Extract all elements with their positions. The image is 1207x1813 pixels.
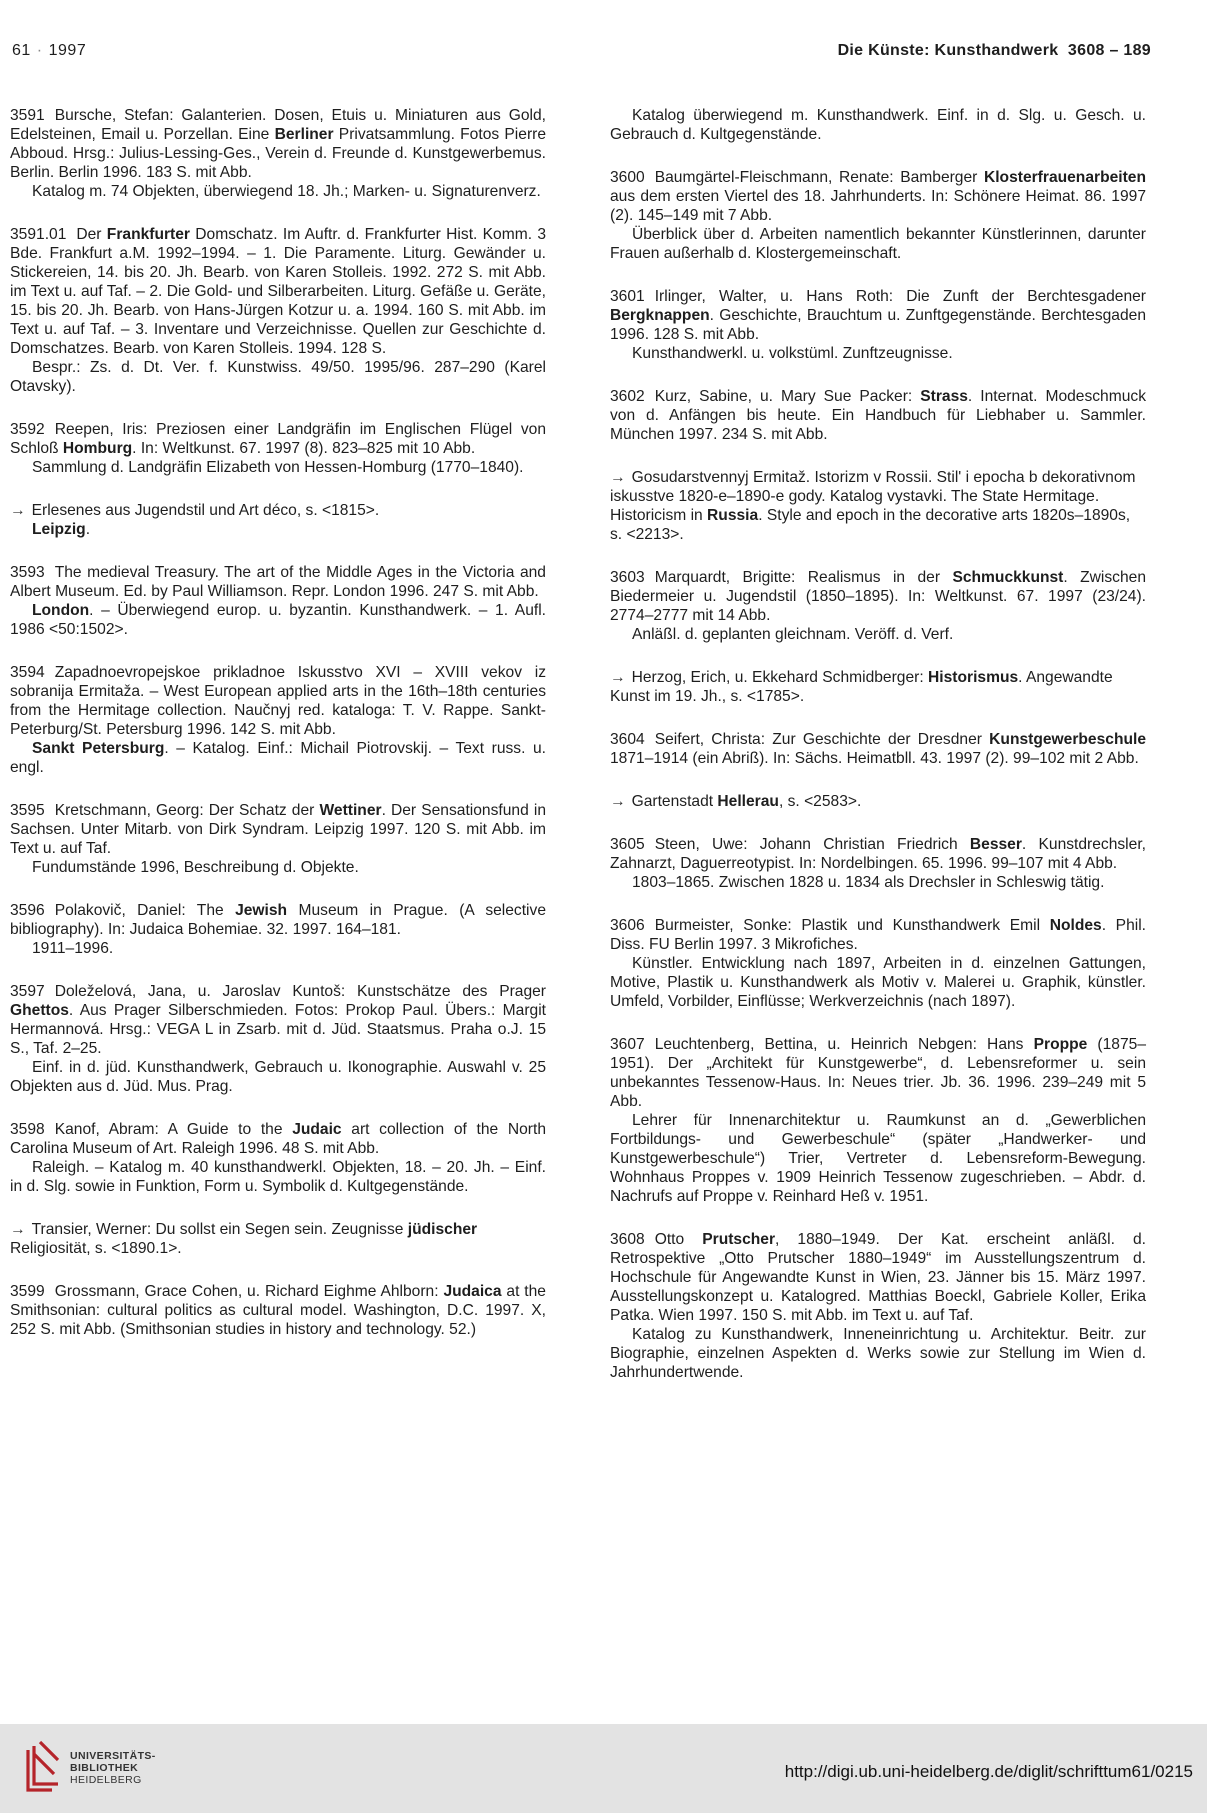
keyword: Proppe <box>1033 1036 1088 1053</box>
keyword: Homburg <box>62 440 133 457</box>
cross-reference: → Gosudarstvennyj Ermitaž. Istorizm v Rossii. Stil' i epocha b dekorativnom iskusstve 1820-e–1890-e gody. Katalog vystavki. The State Hermitage. Historicism in Russia. Style and epoch in the decorative arts 1820s–1890s, s. <2213>. <box>610 469 1136 543</box>
annotation: Katalog m. 74 Objekten, überwiegend 18. Jh.; Marken- u. Signaturenverz. <box>32 183 541 200</box>
entry-number: 3599 <box>10 1283 45 1300</box>
source-url-link[interactable]: http://digi.ub.uni-heidelberg.de/diglit/schrifttum61/0215 <box>784 1762 1193 1781</box>
entry-3599-continued <box>610 106 1146 144</box>
entry-3594: 3594 Zapadnoevropejskoe prikladnoe Iskusstvo XVI – XVIII vekov iz sobranija Ermitaža. – West European applied arts in the 16th–18th centuries from the Hermitage collection. Naučnyj red. kataloga: T. V. Rappe. Sankt-Peterburg/St. Petersburg 1996. 142 S. mit Abb. Sankt Petersburg. – Katalog. Einf.: Michail Piotrovskij. – Text russ. u. engl. <box>10 664 547 776</box>
annotation: 1803–1865. Zwischen 1828 u. 1834 als Drechsler in Schleswig tätig. <box>632 874 1105 891</box>
cross-reference: → Gartenstadt Hellerau, s. <2583>. <box>610 793 862 810</box>
entry-3602: 3602 Kurz, Sabine, u. Mary Sue Packer: Strass. Internat. Modeschmuck von d. Anfängen bis heute. Ein Handbuch für Liebhaber u. Sammler. München 1997. 234 S. mit Abb. <box>610 388 1146 443</box>
year: 1997 <box>48 42 87 59</box>
annotation: . – Überwiegend europ. u. byzantin. Kunsthandwerk. – 1. Aufl. 1986 <50:1502>. <box>10 602 546 638</box>
entry-3608: 3608 Otto Prutscher, 1880–1949. Der Kat. erscheint anläßl. d. Retrospektive „Otto Prutscher 1880–1949“ im Ausstellungszentrum d. Hochschule für Angewandte Kunst in Wien, 23. Jänner bis 15. März 1997. Ausstellungskonzept u. Katalogred. Matthias Boeckl, Gabriele Koller, Erika Patka. Wien 1997. 150 S. mit Abb. im Text u. auf Taf. Katalog zu Kunsthandwerk, Inneneinrichtung u. Architektur. Beitr. zur Biographie, einzelnen Aspekten d. Werks sowie zur Stellung im Wien d. Jahrhundertwende. <box>610 1231 1146 1381</box>
annotation: Lehrer für Innenarchitektur u. Raumkunst an d. „Gewerblichen Fortbildungs- und Gewerbeschule“ (später „Handwerker- und Kunstgewerbeschule“) Trier, Vertreter d. Lebensreform-Bewegung. Wohnhaus Proppes v. 1909 Heinrich Tessenow zugeschrieben. – Abdr. d. Nachrufs auf Proppe v. Reinhard Heß v. 1951. <box>610 1112 1146 1205</box>
keyword: Schmuckkunst <box>952 569 1064 586</box>
arrow-icon: → <box>10 502 26 519</box>
entry-number: 3598 <box>10 1121 45 1138</box>
annotation: Einf. in d. jüd. Kunsthandwerk, Gebrauch u. Ikonographie. Auswahl v. 25 Objekten aus d. Jüd. Mus. Prag. <box>10 1059 546 1095</box>
keyword: Sankt Petersburg <box>32 740 165 757</box>
running-header-right <box>838 42 1151 60</box>
entry-number: 3604 <box>610 731 645 748</box>
keyword: Besser <box>969 836 1022 853</box>
entry-number: 3593 <box>10 564 45 581</box>
cross-reference: → Erlesenes aus Jugendstil und Art déco, s. <1815>. Leipzig. <box>10 502 380 538</box>
entry-3604: 3604 Seifert, Christa: Zur Geschichte der Dresdner Kunstgewerbeschule 1871–1914 (ein Abriß). In: Sächs. Heimatbll. 43. 1997 (2). 99–102 mit 2 Abb. <box>610 731 1146 767</box>
entry-number: 3596 <box>10 902 45 919</box>
keyword: Strass <box>920 388 968 405</box>
running-header-left <box>12 42 86 60</box>
entry-number: 3601 <box>610 288 645 305</box>
entry-number: 3603 <box>610 569 645 586</box>
cross-reference-link[interactable]: Erlesenes aus Jugendstil und Art déco, s. <1815>. <box>31 502 380 519</box>
entry-number: 3594 <box>10 664 45 681</box>
keyword: Kunstgewerbeschule <box>989 731 1146 748</box>
cross-reference-link[interactable]: Transier, Werner: Du sollst ein Segen sein. Zeugnisse <box>31 1221 408 1238</box>
keyword: Judaic <box>292 1121 342 1138</box>
keyword: Leipzig <box>32 521 86 538</box>
keyword: Ghettos <box>10 1002 69 1019</box>
library-name: UNIVERSITÄTS- BIBLIOTHEK HEIDELBERG <box>70 1750 156 1786</box>
arrow-icon: → <box>610 469 626 486</box>
keyword: Historismus <box>928 669 1019 686</box>
annotation: . – Katalog. Einf.: Michail Piotrovskij. – Text russ. u. engl. <box>10 740 547 776</box>
cross-reference: → Transier, Werner: Du sollst ein Segen sein. Zeugnisse jüdischer Religiosität, s. <1890.1>. <box>10 1221 478 1257</box>
entry-3605: 3605 Steen, Uwe: Johann Christian Friedrich Besser. Kunstdrechsler, Zahnarzt, Daguerreotypist. In: Nordelbingen. 65. 1996. 99–107 mit 4 Abb. 1803–1865. Zwischen 1828 u. 1834 als Drechsler in Schleswig tätig. <box>610 836 1146 891</box>
keyword: Bergknappen <box>610 307 710 324</box>
annotation: Bespr.: Zs. d. Dt. Ver. f. Kunstwiss. 49/50. 1995/96. 287–290 (Karel Otavsky). <box>10 359 546 395</box>
entry-3598: 3598 Kanof, Abram: A Guide to the Judaic art collection of the North Carolina Museum of Art. Raleigh 1996. 48 S. mit Abb. Raleigh. – Katalog m. 40 kunsthandwerkl. Objekten, 18. – 20. Jh. – Einf. in d. Slg. sowie in Funktion, Form u. Symbolik d. Kultgegenstände. <box>10 1121 546 1195</box>
entry-number: 3600 <box>610 169 645 186</box>
keyword: jüdischer <box>407 1221 478 1238</box>
right-column <box>610 106 1146 1406</box>
digitization-footer <box>0 1724 1207 1813</box>
keyword: Hellerau <box>717 793 779 810</box>
annotation: Raleigh. – Katalog m. 40 kunsthandwerkl. Objekten, 18. – 20. Jh. – Einf. in d. Slg. sowie in Funktion, Form u. Symbolik d. Kultgegenstände. <box>10 1159 546 1195</box>
entry-number: 3607 <box>610 1036 645 1053</box>
entry-3593: 3593 The medieval Treasury. The art of the Middle Ages in the Victoria and Albert Museum. Ed. by Paul Williamson. Repr. London 1996. 247 S. mit Abb. London. – Überwiegend europ. u. byzantin. Kunsthandwerk. – 1. Aufl. 1986 <50:1502>. <box>10 564 546 638</box>
annotation: 1911–1996. <box>32 940 114 957</box>
header-separator: · <box>36 42 43 59</box>
entry-3596: 3596 Polakovič, Daniel: The Jewish Museum in Prague. (A selective bibliography). In: Judaica Bohemiae. 32. 1997. 164–181. 1911–1996. <box>10 902 546 957</box>
keyword: London <box>32 602 90 619</box>
cross-reference-link[interactable]: Gosudarstvennyj Ermitaž. Istorizm v Rossii. Stil' i epocha b dekorativnom iskusstve 1820-e–1890-e gody. Katalog vystavki. The State Hermitage. Historicism in <box>610 469 1136 524</box>
keyword: Frankfurter <box>106 226 190 243</box>
annotation: Katalog überwiegend m. Kunsthandwerk. Einf. in d. Slg. u. Gesch. u. Gebrauch d. Kultgegenstände. <box>610 107 1146 143</box>
entry-number: 3606 <box>610 917 645 934</box>
volume-number: 61 <box>12 42 31 59</box>
entry-3599: 3599 Grossmann, Grace Cohen, u. Richard Eighme Ahlborn: Judaica at the Smithsonian: cultural politics as cultural model. Washington, D.C. 1997. X, 252 S. mit Abb. (Smithsonian studies in history and technology. 52.) <box>10 1283 546 1338</box>
entry-number: 3591 <box>10 107 45 124</box>
annotation: Künstler. Entwicklung nach 1897, Arbeiten in d. einzelnen Gattungen, Motive, Plastik u. Kunsthandwerk als Motiv v. Malerei u. Graphik, künstler. Umfeld, Vorbilder, Einflüsse; Werkverzeichnis (nach 1897). <box>610 955 1146 1010</box>
entry-3597: 3597 Doleželová, Jana, u. Jaroslav Kuntoš: Kunstschätze des Prager Ghettos. Aus Prager Silberschmieden. Fotos: Prokop Paul. Übers.: Margit Hermannová. Hrsg.: VEGA L in Zsarb. mit d. Jüd. Staatsmus. Praha o.J. 15 S., Taf. 2–25. Einf. in d. jüd. Kunsthandwerk, Gebrauch u. Ikonographie. Auswahl v. 25 Objekten aus d. Jüd. Mus. Prag. <box>10 983 546 1095</box>
entry-number: 3608 <box>610 1231 645 1248</box>
entry-number: 3605 <box>610 836 645 853</box>
annotation: Kunsthandwerkl. u. volkstüml. Zunftzeugnisse. <box>632 345 953 362</box>
keyword: Wettiner <box>319 802 382 819</box>
entry-3595: 3595 Kretschmann, Georg: Der Schatz der Wettiner. Der Sensationsfund in Sachsen. Unter Mitarb. von Dirk Syndram. Leipzig 1997. 120 S. mit Abb. im Text u. auf Taf. Fundumstände 1996, Beschreibung d. Objekte. <box>10 802 546 876</box>
annotation: Sammlung d. Landgräfin Elizabeth von Hessen-Homburg (1770–1840). <box>32 459 524 476</box>
entry-3600: 3600 Baumgärtel-Fleischmann, Renate: Bamberger Klosterfrauenarbeiten aus dem ersten Viertel des 18. Jahrhunderts. In: Schönere Heimat. 86. 1997 (2). 145–149 mit 7 Abb. Überblick über d. Arbeiten namentlich bekannter Künstlerinnen, darunter Frauen außerhalb d. Klostergemeinschaft. <box>610 169 1146 262</box>
entry-number: 3597 <box>10 983 45 1000</box>
keyword: Judaica <box>443 1283 502 1300</box>
arrow-icon: → <box>610 793 626 810</box>
entry-3607: 3607 Leuchtenberg, Bettina, u. Heinrich Nebgen: Hans Proppe (1875–1951). Der „Architekt für Kunstgewerbe“, d. Lebensreformer u. sein unbekanntes Tessenow-Haus. In: Neues trier. Jb. 36. 1996. 239–249 mit 5 Abb. Lehrer für Innenarchitektur u. Raumkunst an d. „Gewerblichen Fortbildungs- und Gewerbeschule“ (später „Handwerker- und Kunstgewerbeschule“) Trier, Vertreter d. Lebensreform-Bewegung. Wohnhaus Proppes v. 1909 Heinrich Tessenow zugeschrieben. – Abdr. d. Nachrufs auf Proppe v. Reinhard Heß v. 1951. <box>610 1036 1146 1205</box>
entry-3592: 3592 Reepen, Iris: Preziosen einer Landgräfin im Englischen Flügel von Schloß Homburg. In: Weltkunst. 67. 1997 (8). 823–825 mit 10 Abb. Sammlung d. Landgräfin Elizabeth von Hessen-Homburg (1770–1840). <box>10 421 546 476</box>
entry-3606: 3606 Burmeister, Sonke: Plastik und Kunsthandwerk Emil Noldes. Phil. Diss. FU Berlin 1997. 3 Mikrofiches. Künstler. Entwicklung nach 1897, Arbeiten in d. einzelnen Gattungen, Motive, Plastik u. Kunsthandwerk als Motiv v. Malerei u. Graphik, künstler. Umfeld, Vorbilder, Einflüsse; Werkverzeichnis (nach 1897). <box>610 917 1147 1010</box>
annotation: Überblick über d. Arbeiten namentlich bekannter Künstlerinnen, darunter Frauen außerhalb d. Klostergemeinschaft. <box>610 226 1146 262</box>
cross-reference-link[interactable]: Gartenstadt <box>631 793 718 810</box>
entry-number: 3602 <box>610 388 645 405</box>
entry-page-range: 3608 – 189 <box>1067 42 1151 59</box>
left-column <box>10 106 546 1363</box>
keyword: Jewish <box>235 902 288 919</box>
cross-reference-link[interactable]: Herzog, Erich, u. Ekkehard Schmidberger: <box>631 669 929 686</box>
keyword: Noldes <box>1049 917 1102 934</box>
entry-3601: 3601 Irlinger, Walter, u. Hans Roth: Die Zunft der Berchtesgadener Bergknappen. Geschichte, Brauchtum u. Zunftgegenstände. Berchtesgaden 1996. 128 S. mit Abb. Kunsthandwerkl. u. volkstüml. Zunftzeugnisse. <box>610 288 1146 362</box>
arrow-icon: → <box>610 669 626 686</box>
entry-3591-01: 3591.01 Der Frankfurter Domschatz. Im Auftr. d. Frankfurter Hist. Komm. 3 Bde. Frankfurt a.M. 1992–1994. – 1. Die Paramente. Liturg. Gewänder u. Stickereien, 14. bis 20. Jh. Bearb. von Karen Stolleis. 1992. 272 S. mit Abb. im Text u. auf Taf. – 2. Die Gold- und Silberarbeiten. Liturg. Gefäße u. Geräte, 15. bis 20. Jh. Bearb. von Hans-Jürgen Kotzur u. a. 1994. 160 S. mit Abb. im Text u. auf Taf. – 3. Inventare und Verzeichnisse. Quellen zur Geschichte d. Domschatzes. Bearb. von Karen Stolleis. 1994. 128 S. Bespr.: Zs. d. Dt. Ver. f. Kunstwiss. 49/50. 1995/96. 287–290 (Karel Otavsky). <box>10 226 546 395</box>
university-library-logo-icon <box>24 1740 64 1796</box>
annotation: Fundumstände 1996, Beschreibung d. Objekte. <box>32 859 359 876</box>
annotation: Katalog zu Kunsthandwerk, Inneneinrichtung u. Architektur. Beitr. zur Biographie, einzelnen Aspekten d. Werks sowie zur Stellung im Wien d. Jahrhundertwende. <box>610 1326 1146 1381</box>
cross-reference: → Herzog, Erich, u. Ekkehard Schmidberger: Historismus. Angewandte Kunst im 19. Jh., s. <1785>. <box>610 669 1113 705</box>
annotation: Anläßl. d. geplanten gleichnam. Veröff. d. Verf. <box>632 626 954 643</box>
keyword: Berliner <box>274 126 334 143</box>
section-title: Die Künste: Kunsthandwerk <box>837 42 1059 59</box>
entry-number: 3595 <box>10 802 45 819</box>
entry-number: 3591.01 <box>10 226 67 243</box>
keyword: Russia <box>707 507 759 524</box>
keyword: Klosterfrauenarbeiten <box>983 169 1146 186</box>
entry-number: 3592 <box>10 421 45 438</box>
arrow-icon: → <box>10 1221 26 1238</box>
entry-3591: 3591 Bursche, Stefan: Galanterien. Dosen, Etuis u. Miniaturen aus Gold, Edelsteinen, Email u. Porzellan. Eine Berliner Privatsammlung. Fotos Pierre Abboud. Hrsg.: Julius-Lessing-Ges., Verein d. Freunde d. Kunstgewerbemus. Berlin. Berlin 1996. 183 S. mit Abb. Katalog m. 74 Objekten, überwiegend 18. Jh.; Marken- u. Signaturenverz. <box>10 107 546 200</box>
entry-3603: 3603 Marquardt, Brigitte: Realismus in der Schmuckkunst. Zwischen Biedermeier u. Jugendstil (1850–1895). In: Weltkunst. 67. 1997 (23/24). 2774–2777 mit 14 Abb. Anläßl. d. geplanten gleichnam. Veröff. d. Verf. <box>610 569 1146 643</box>
keyword: Prutscher <box>702 1231 776 1248</box>
